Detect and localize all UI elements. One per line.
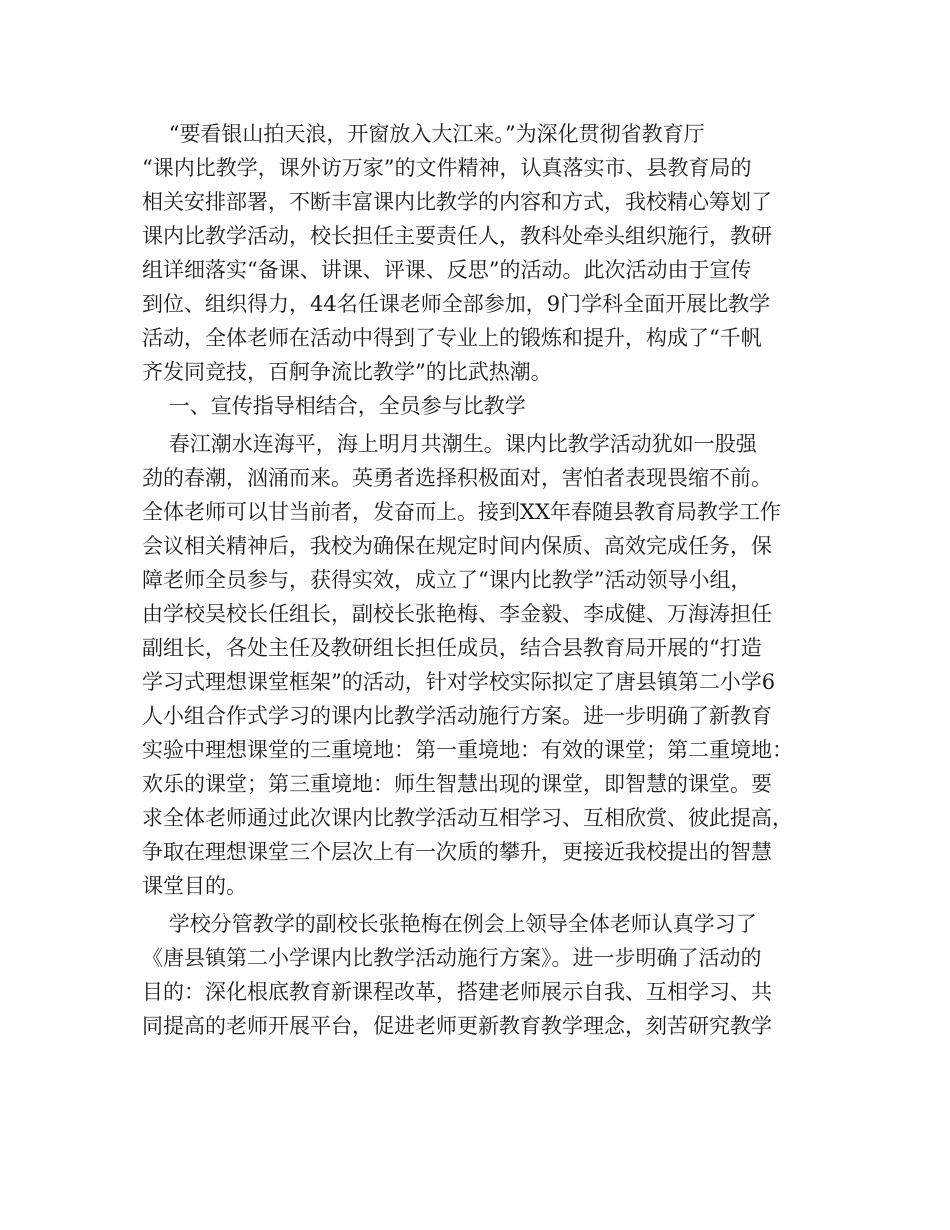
text-line: 实验中理想课堂的三重境地：第一重境地：有效的课堂；第二重境地：: [142, 738, 793, 762]
paragraph-section-2: [142, 907, 832, 1043]
text-line: 相关安排部署，不断丰富课内比教学的内容和方式，我校精心筹划了: [142, 190, 772, 214]
text-line: “要看银山拍天浪，开窗放入大江来。”为深化贯彻省教育厅: [142, 122, 705, 146]
text-line: 欢乐的课堂；第三重境地：师生智慧出现的课堂，即智慧的课堂。要: [142, 772, 772, 796]
text-line: 由学校吴校长任组长，副校长张艳梅、李金毅、李成健、万海涛担任: [142, 602, 772, 626]
text-line: 活动，全体老师在活动中得到了专业上的锻炼和提升，构成了“千帆: [142, 326, 762, 350]
text-line: “课内比教学，课外访万家”的文件精神，认真落实市、县教育局的: [142, 156, 752, 180]
text-line: 副组长，各处主任及教研组长担任成员，结合县教育局开展的“打造: [142, 636, 762, 660]
text-line: 目的：深化根底教育新课程改革，搭建老师展示自我、互相学习、共: [142, 980, 772, 1004]
text-line: 劲的春潮，汹涌而来。英勇者选择积极面对，害怕者表现畏缩不前。: [142, 466, 772, 490]
text-line: 学校分管教学的副校长张艳梅在例会上领导全体老师认真学习了: [142, 912, 757, 936]
text-line: 同提高的老师开展平台，促进老师更新教育教学理念，刻苦研究教学: [142, 1014, 772, 1038]
text-line: 组详细落实“备课、讲课、评课、反思”的活动。此次活动由于宣传: [142, 258, 752, 282]
text-line: 春江潮水连海平，海上明月共潮生。课内比教学活动犹如一股强: [142, 432, 757, 456]
text-line: 会议相关精神后，我校为确保在规定时间内保质、高效完成任务，保: [142, 534, 772, 558]
text-line: 《唐县镇第二小学课内比教学活动施行方案》。进一步明确了活动的: [142, 946, 762, 970]
heading-line: 一、宣传指导相结合，全员参与比教学: [142, 394, 526, 418]
text-line: 齐发同竞技，百舸争流比教学”的比武热潮。: [142, 360, 552, 384]
section-heading: [142, 389, 832, 423]
text-line: 障老师全员参与，获得实效，成立了“课内比教学”活动领导小组，: [142, 568, 752, 592]
text-line: 全体老师可以甘当前者，发奋而上。接到XX年春随县教育局教学工作: [142, 500, 781, 524]
text-line: 人小组合作式学习的课内比教学活动施行方案。进一步明确了新教育: [142, 704, 772, 728]
text-line: 课内比教学活动，校长担任主要责任人，教科处牵头组织施行，教研: [142, 224, 772, 248]
text-line: 到位、组织得力，44名任课老师全部参加，9门学科全面开展比教学: [142, 292, 771, 316]
document-body: [142, 117, 832, 1043]
text-line: 求全体老师通过此次课内比教学活动互相学习、互相欣赏、彼此提高，: [142, 806, 793, 830]
paragraph-section-1: [142, 427, 832, 903]
text-line: 争取在理想课堂三个层次上有一次质的攀升，更接近我校提出的智慧: [142, 840, 772, 864]
text-line: 课堂目的。: [142, 874, 247, 898]
text-line: 学习式理想课堂框架”的活动，针对学校实际拟定了唐县镇第二小学6: [142, 670, 776, 694]
paragraph-intro: [142, 117, 832, 389]
